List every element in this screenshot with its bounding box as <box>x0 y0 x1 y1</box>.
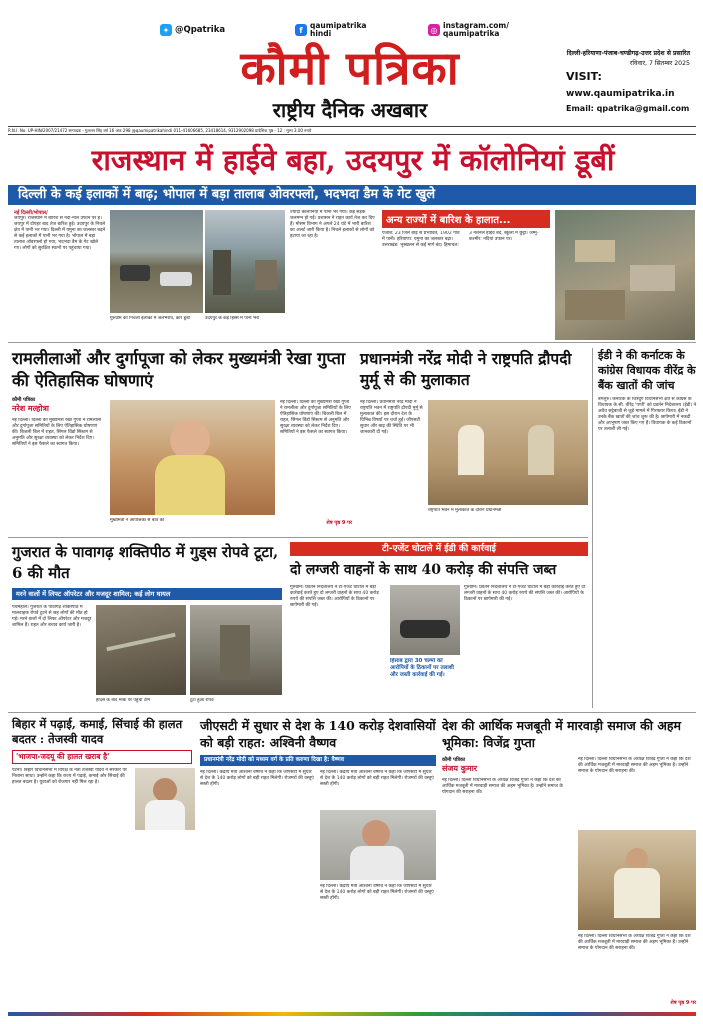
lead-dateline: नई दिल्ली/भोपाल/ <box>14 210 48 216</box>
facebook-icon: f <box>295 24 307 36</box>
rekha-body: नई दिल्ली। दिल्ली की मुख्यमंत्री रेखा गुप्ता ने रामलीला और दुर्गापूजा समितियों के लिए ऐतिहासिक घोषणाएं कीं। बिजली बिल में राहत, सिंगल विंडो सिस्टम से अनुमति और सुरक्षा व्यवस्था को लेकर निर्देश दिए। समितियों ने इस फैसले का स्वागत किया। <box>12 418 102 447</box>
gst-body-2: नई दिल्ली। केंद्रीय मंत्री अश्विनी वैष्णव ने कहा कि जीएसटी में सुधार से देश के 140 करोड़ लोगों को बड़ी राहत मिलेगी। रोजमर्रा की वस्तुएं सस्ती होंगी। <box>320 770 434 787</box>
gujarat-caption-1: हादसे के बाद मौके पर पहुंची टीम <box>96 698 150 703</box>
rain-sidebar <box>382 210 550 338</box>
rule-2 <box>8 537 588 538</box>
email-link[interactable]: Email: qpatrika@gmail.com <box>566 104 690 113</box>
bihar-quote: 'भाजपा-जदयू की हालत खराब है' <box>12 750 192 764</box>
rekha-reporter: नरेश मल्होत्रा <box>12 404 49 413</box>
pm-photo <box>428 400 588 505</box>
rule-3 <box>8 712 696 713</box>
flood-caption-1: गुरुग्राम की निचली इलाका में जलभराव, कारें डूबी <box>110 316 190 321</box>
rekha-reporter-label: कौमी पत्रिका <box>12 397 36 403</box>
pm-headline: प्रधानमंत्री नरेंद्र मोदी ने राष्ट्रपति द्रौपदी मुर्मू से की मुलाकात <box>360 349 572 389</box>
website-box <box>566 70 694 120</box>
rni-strip: R.N.I. No. UP-HIN/2007/21472 सम्पादक - गुलशन सिंह वर्ष 16 अंक 298 @qaumipatrikahindi 011-41606685, 23418614, 9312902098 प्रादेशिक पृष्ठ - 12 : मूल्य 3.00 रुपये <box>8 126 696 135</box>
gujarat-photo-2 <box>190 605 282 695</box>
flood-caption-2: उदयपुर के कई हिस्से में पानी भरा <box>205 316 260 321</box>
rekha-column-2 <box>280 400 352 530</box>
tr-body: गुरुग्राम। प्रवर्तन निदेशालय ने टी-एजेंट घोटाले में बड़ी कार्रवाई करते हुए दो लग्जरी वाहनों के साथ 40 करोड़ रुपये की संपत्ति जब्त की। आरोपियों के ठिकानों पर छापेमारी की गई। <box>290 585 379 608</box>
tr-pullquote <box>390 658 460 708</box>
newspaper-subtitle: राष्ट्रीय दैनिक अखबार <box>272 98 428 122</box>
rekha-body-2: नई दिल्ली। दिल्ली की मुख्यमंत्री रेखा गुप्ता ने रामलीला और दुर्गापूजा समितियों के लिए ऐतिहासिक घोषणाएं कीं। बिजली बिल में राहत, सिंगल विंडो सिस्टम से अनुमति और सुरक्षा व्यवस्था को लेकर निर्देश दिए। समितियों ने इस फैसले का स्वागत किया। <box>280 400 351 435</box>
masthead <box>0 0 703 136</box>
marwari-body-2: नई दिल्ली। दिल्ली विधानसभा के अध्यक्ष विजेंद्र गुप्ता ने कहा कि देश की आर्थिक मजबूती में मारवाड़ी समाज की अहम भूमिका है। उन्होंने समाज के योगदान की सराहना की। <box>578 757 691 774</box>
visit-label: VISIT: <box>566 70 602 83</box>
marwari-body-3: नई दिल्ली। दिल्ली विधानसभा के अध्यक्ष विजेंद्र गुप्ता ने कहा कि देश की आर्थिक मजबूती में मारवाड़ी समाज की अहम भूमिका है। उन्होंने समाज के योगदान की सराहना की। <box>578 934 691 951</box>
marwari-byline <box>442 757 532 774</box>
rule-1 <box>8 342 696 343</box>
lead-body-1: जयपुर। राजस्थान में बारिश से नदी-नाले उफान पर हैं। जयपुर में दोपहर बाद तेज बारिश हुई। उदयपुर के निचले क्षेत्र में पानी भर गया। दिल्ली में यमुना का जलस्तर बढ़ने से कई इलाकों में पानी भर गया है। भोपाल में बड़ा तालाब ओवरफ्लो हो गया, भदभदा डैम के गेट खोले गए। लोगों को सुरक्षित स्थानों पर पहुंचाया गया। <box>14 216 106 251</box>
instagram-icon: ◎ <box>428 24 440 36</box>
flood-photo-aerial <box>555 210 695 340</box>
gst-body-3: नई दिल्ली। केंद्रीय मंत्री अश्विनी वैष्णव ने कहा कि जीएसटी में सुधार से देश के 140 करोड़ लोगों को बड़ी राहत मिलेगी। रोजमर्रा की वस्तुएं सस्ती होंगी। <box>320 884 434 901</box>
rain-sidebar-body: पंजाब: 23 जिले बाढ़ से प्रभावित, 1902 गांव में पानी। हरियाणा: यमुना का जलस्तर बढ़ा। उत्तराखंड: भूस्खलन से कई मार्ग बंद। हिमाचल: 3 नेशनल हाईवे बंद, स्कूलों में छुट्टी। जम्मू-कश्मीर: नदियां उफान पर। <box>382 231 539 248</box>
tr-kicker: टी-एजेंट घोटाले में ईडी की कार्रवाई <box>290 542 588 556</box>
ed-side-body: बेंगलुरु। कर्नाटक के चित्रदुर्ग विधानसभा क्षेत्र से कांग्रेस के विधायक के.सी. वीरेंद्र 'पप्पी' को प्रवर्तन निदेशालय (ईडी) ने अवैध सट्टेबाजी से जुड़े मामले में गिरफ्तार किया। ईडी ने उनके बैंक खातों की जांच शुरू की है। छापेमारी में नकदी और आभूषण जब्त किए गए हैं। विधायक के कई ठिकानों पर तलाशी ली गई। <box>598 397 697 432</box>
newspaper-title: कौमी पत्रिका <box>240 41 460 95</box>
rekha-continued: शेष पृष्ठ 9 पर <box>326 520 352 526</box>
gst-strap: प्रधानमंत्री नरेंद्र मोदी को मध्यम वर्ग के प्रति करुणा दिखा है: वैष्णव <box>200 755 436 766</box>
gujarat-body: पंचमहाल। गुजरात के पावागढ़ शक्तिपीठ में मालवाहक रोपवे टूटने से छह लोगों की मौत हो गई। मरने वालों में दो लिफ्ट ऑपरेटर और मजदूर शामिल हैं। राहत और बचाव कार्य जारी है। <box>12 605 92 628</box>
gujarat-strap: मरने वालों में लिफ्ट ऑपरेटर और मजदूर शामिल; कई लोग घायल <box>12 588 282 600</box>
bottom-bar <box>8 1012 696 1016</box>
marwari-continued: शेष पृष्ठ 9 पर <box>670 1000 696 1006</box>
vaishnaw-photo <box>320 810 436 880</box>
rekha-headline: रामलीलाओं और दुर्गापूजा को लेकर मुख्यमंत्री रेखा गुप्ता की ऐतिहासिक घोषणाएं <box>12 349 346 390</box>
lead-column-1 <box>14 210 106 338</box>
gst-headline: जीएसटी में सुधार से देश के 140 करोड़ देशवासियों को बड़ी राहत: अश्विनी वैष्णव <box>200 718 436 750</box>
rekha-photo <box>110 400 275 515</box>
marwari-body: नई दिल्ली। दिल्ली विधानसभा के अध्यक्ष विजेंद्र गुप्ता ने कहा कि देश की आर्थिक मजबूती में मारवाड़ी समाज की अहम भूमिका है। उन्होंने समाज के योगदान की सराहना की। <box>442 778 563 795</box>
tr-pullquote-text: हिसाब द्वारा 30 चल्मों को आरोपियों के ठिकानों पर तलाशी और जब्ती कार्रवाई की गई। <box>390 658 454 678</box>
gujarat-photo-1 <box>96 605 186 695</box>
ed-side-headline: ईडी ने की कर्नाटक के कांग्रेस विधायक वीरेंद्र के बैंक खातों की जांच <box>598 349 696 392</box>
flood-photo-1 <box>110 210 203 313</box>
pm-caption: राष्ट्रपति भवन में मुलाकात के दौरान प्रधानमंत्री <box>428 508 502 513</box>
tr-headline: दो लग्जरी वाहनों के साथ 40 करोड़ की संपत्ति जब्त <box>290 562 557 578</box>
gst-body: नई दिल्ली। केंद्रीय मंत्री अश्विनी वैष्णव ने कहा कि जीएसटी में सुधार से देश के 140 करोड़ लोगों को बड़ी राहत मिलेगी। रोजमर्रा की वस्तुएं सस्ती होंगी। <box>200 770 314 787</box>
rain-sidebar-title: अन्य राज्यों में बारिश के हालात... <box>382 210 550 228</box>
flood-photo-2 <box>205 210 285 313</box>
bihar-body: पटना। बिहार विधानसभा में विपक्ष के नेता तेजस्वी यादव ने सरकार पर निशाना साधा। उन्होंने कहा कि राज्य में पढ़ाई, कमाई और सिंचाई की हालत बदतर है। युवाओं को रोजगार नहीं मिल रहा है। <box>12 768 127 785</box>
edition-line: दिल्ली-हरियाणा-पंजाब-चण्डीगढ़-उत्तर प्रदेश से प्रसारित <box>566 50 690 57</box>
social-facebook[interactable]: f qaumipatrika hindi <box>295 22 367 38</box>
pm-body: नई दिल्ली। प्रधानमंत्री नरेंद्र मोदी ने राष्ट्रपति भवन में राष्ट्रपति द्रौपदी मुर्मू से मुलाकात की। इस दौरान देश के विभिन्न विषयों पर चर्चा हुई। जीएसटी सुधार और बाढ़ की स्थिति पर भी जानकारी दी गई। <box>360 400 423 435</box>
rekha-caption: मुख्यमंत्री ने आयोजकों से बात की <box>110 518 165 523</box>
bihar-headline: बिहार में पढ़ाई, कमाई, सिंचाई की हालत बदतर : तेजस्वी यादव <box>12 717 183 746</box>
social-twitter[interactable]: ✦ @Qpatrika <box>160 24 225 36</box>
gujarat-caption-2: टूटा हुआ रोपवे <box>190 698 214 703</box>
marwari-headline: देश की आर्थिक मजबूती में मारवाड़ी समाज की अहम भूमिका: विजेंद्र गुप्ता <box>442 718 681 750</box>
lead-subheadline: दिल्ली के कई इलाकों में बाढ़; भोपाल में बड़ा तालाब ओवरफ्लो, भदभदा डैम के गेट खुले <box>8 185 696 205</box>
marwari-reporter-label: कौमी पत्रिका <box>442 757 466 763</box>
ed-side-story <box>592 348 697 708</box>
tr-body-2: गुरुग्राम। प्रवर्तन निदेशालय ने टी-एजेंट घोटाले में बड़ी कार्रवाई करते हुए दो लग्जरी वाहनों के साथ 40 करोड़ रुपये की संपत्ति जब्त की। आरोपियों के ठिकानों पर छापेमारी की गई। <box>464 585 586 602</box>
social-instagram[interactable]: ◎ instagram.com/ qaumipatrika <box>428 22 509 38</box>
gujarat-headline: गुजरात के पावागढ़ शक्तिपीठ में गुड्स रोपवे टूटा, 6 की मौत <box>12 543 279 582</box>
date-line: रविवार, 7 सितम्बर 2025 <box>629 60 690 67</box>
tr-photo <box>390 585 460 655</box>
tejashwi-photo <box>135 768 195 830</box>
twitter-icon: ✦ <box>160 24 172 36</box>
vijender-photo <box>578 830 696 930</box>
website-link[interactable]: www.qaumipatrika.in <box>566 89 675 99</box>
marwari-reporter: संजय कुमार <box>442 764 478 773</box>
lead-body-2: ज्यादा कॉलोनियों में पानी भर गया। कई सड़कें जलमग्न हो गईं। प्रशासन ने राहत कार्य तेज कर दिए हैं। मौसम विभाग ने अगले 24 घंटे में भारी बारिश का अलर्ट जारी किया है। निचले इलाकों से लोगों को हटाया जा रहा है। <box>290 210 375 239</box>
rekha-byline <box>12 397 92 414</box>
lead-headline: राजस्थान में हाईवे बहा, उदयपुर में कॉलोनियां डूबीं <box>91 143 615 177</box>
